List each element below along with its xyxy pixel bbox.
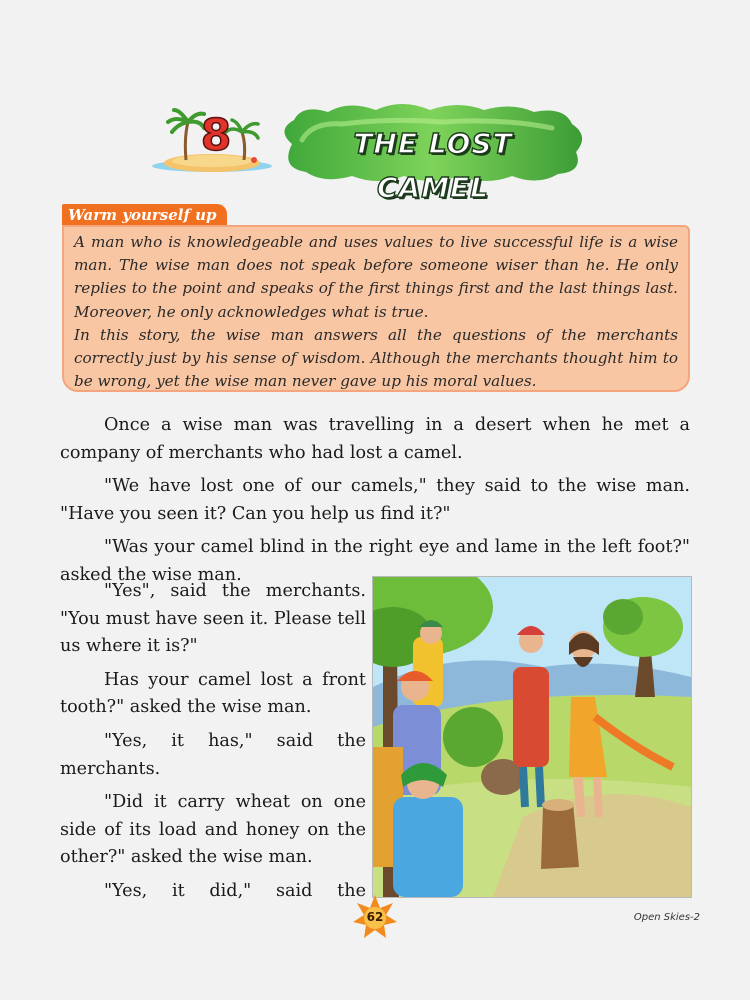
book-name: Open Skies-2: [633, 912, 700, 923]
page-title: THE LOST CAMEL: [353, 127, 513, 204]
story-paragraph: Has your camel lost a front tooth?" asked the wise man.: [60, 669, 366, 718]
warm-up-label: Warm yourself up: [62, 204, 227, 226]
story-paragraph: "Yes", said the merchants. "You must have seen it. Please tell us where it is?": [60, 581, 366, 657]
story-paragraph: "Was your camel blind in the right eye and lame in the left foot?" asked the wise man.: [60, 537, 690, 585]
story-paragraph: "We have lost one of our camels," they said to the wise man. "Have you seen it? Can you help us find it?": [60, 476, 690, 524]
warm-up-box: [62, 225, 690, 392]
story-paragraph: "Yes, it has," said the merchants.: [60, 730, 366, 779]
story-paragraph: Once a wise man was travelling in a desert when he met a company of merchants who had lost a camel.: [60, 415, 690, 463]
warm-up-paragraph: A man who is knowledgeable and uses values to live successful life is a wise man. The wise man does not speak before someone wiser than he. He only replies to the point and speaks of the first things first and the last things last. Moreover, he only acknowledges what is true.: [74, 233, 678, 321]
story-illustration: [372, 576, 692, 898]
chapter-number: 8: [200, 110, 232, 161]
story-paragraph: "Yes, it did," said the: [104, 880, 366, 901]
warm-up-paragraph: In this story, the wise man answers all the questions of the merchants correctly just by his sense of wisdom. Although the merchants thought him to be wrong, yet the wise man never gave up his moral values.: [74, 325, 678, 391]
story-text-column: [60, 578, 366, 906]
story-text: [60, 412, 690, 590]
page-number: 62: [366, 910, 384, 924]
story-paragraph: "Did it carry wheat on one side of its load and honey on the other?" asked the wise man.: [60, 792, 366, 868]
